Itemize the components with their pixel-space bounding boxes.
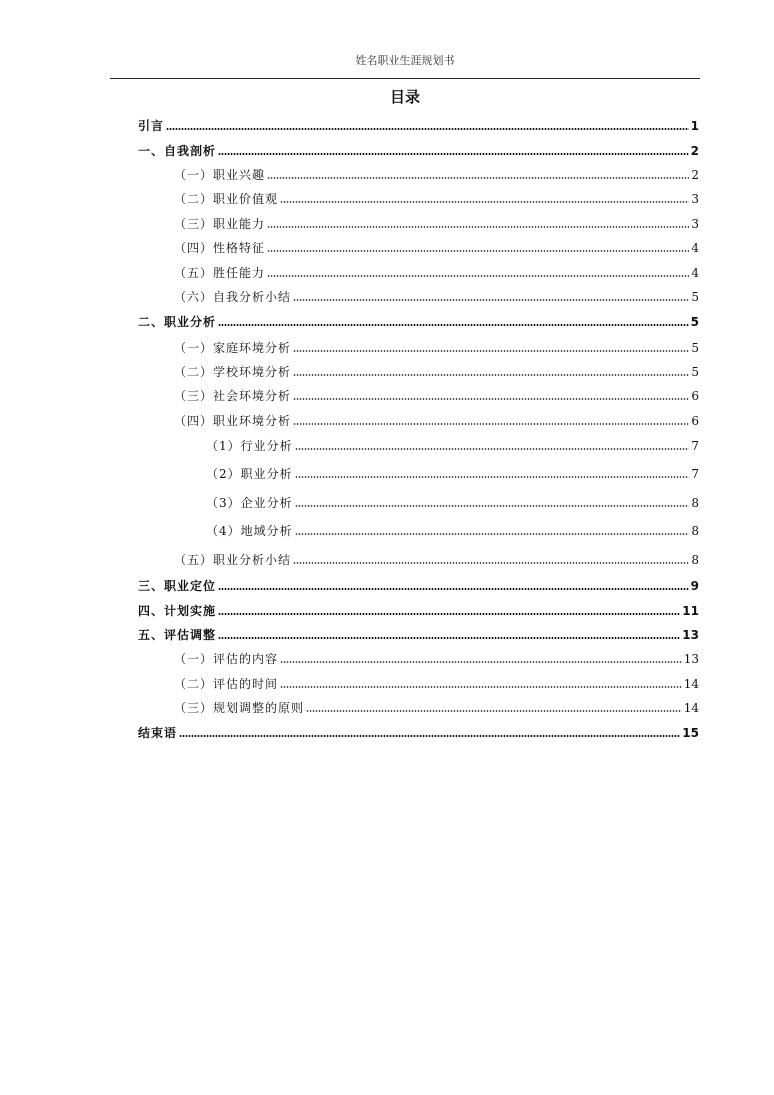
toc-entry-page: 11 (682, 604, 699, 618)
page-header: 姓名职业生涯规划书 (355, 54, 455, 67)
toc-entry[interactable] (174, 676, 699, 692)
toc-entry-label: （三）社会环境分析 (174, 389, 292, 403)
toc-entry-label: （二）评估的时间 (174, 677, 279, 691)
toc-entry-page: 5 (691, 290, 699, 304)
toc-entry-label: （一）职业兴趣 (174, 168, 266, 182)
toc-entry-label: （二）学校环境分析 (174, 365, 292, 379)
toc-dot-leader (218, 636, 680, 640)
toc-entry[interactable] (206, 523, 699, 539)
toc-entry-label: （2）职业分析 (206, 467, 293, 481)
toc-entry-label: 三、职业定位 (138, 579, 217, 593)
toc-entry-page: 7 (691, 439, 699, 453)
toc-entry-page: 2 (691, 168, 699, 182)
toc-entry-label: （四）性格特征 (174, 241, 266, 255)
toc-dot-leader (218, 612, 680, 616)
toc-dot-leader (280, 200, 689, 204)
toc-entry-label: （四）职业环境分析 (174, 414, 292, 428)
toc-entry-label: 五、评估调整 (138, 628, 217, 642)
toc-dot-leader (280, 660, 682, 664)
toc-entry-page: 5 (691, 341, 699, 355)
toc-dot-leader (267, 249, 689, 253)
toc-dot-leader (293, 397, 689, 401)
toc-entry[interactable] (138, 578, 699, 594)
toc-entry[interactable] (174, 364, 699, 380)
toc-dot-leader (280, 685, 682, 689)
toc-entry-page: 13 (683, 652, 699, 666)
header-rule (110, 78, 700, 79)
toc-entry[interactable] (174, 167, 699, 183)
toc-entry[interactable] (138, 314, 699, 330)
toc-entry-page: 13 (682, 628, 699, 642)
toc-dot-leader (218, 152, 689, 156)
toc-entry-page: 8 (691, 553, 699, 567)
toc-dot-leader (293, 349, 689, 353)
toc-dot-leader (295, 504, 689, 508)
toc-dot-leader (295, 532, 689, 536)
toc-entry[interactable] (206, 495, 699, 511)
toc-entry-label: （二）职业价值观 (174, 192, 279, 206)
toc-entry-label: （六）自我分析小结 (174, 290, 292, 304)
toc-entry-label: 引言 (138, 119, 165, 133)
toc-dot-leader (293, 298, 689, 302)
toc-entry-page: 14 (683, 677, 699, 691)
toc-entry[interactable] (174, 216, 699, 232)
toc-dot-leader (306, 709, 682, 713)
toc-dot-leader (166, 127, 689, 131)
toc-entry-page: 3 (691, 217, 699, 231)
toc-entry[interactable] (174, 700, 699, 716)
toc-entry-label: （4）地域分析 (206, 524, 293, 538)
toc-entry[interactable] (138, 118, 699, 134)
toc-entry-page: 4 (691, 266, 699, 280)
toc-dot-leader (293, 422, 689, 426)
toc-dot-leader (267, 225, 689, 229)
toc-entry-page: 5 (690, 315, 699, 329)
toc-title: 目录 (389, 88, 420, 106)
toc-entry-page: 14 (683, 701, 699, 715)
toc-entry-page: 5 (691, 365, 699, 379)
toc-dot-leader (295, 475, 689, 479)
toc-entry-page: 6 (691, 389, 699, 403)
toc-dot-leader (218, 323, 689, 327)
toc-dot-leader (293, 373, 689, 377)
toc-entry-page: 3 (691, 192, 699, 206)
toc-entry[interactable] (174, 265, 699, 281)
toc-entry[interactable] (138, 603, 699, 619)
toc-dot-leader (267, 274, 689, 278)
toc-entry-label: （三）规划调整的原则 (174, 701, 305, 715)
toc-entry[interactable] (138, 143, 699, 159)
toc-entry[interactable] (138, 627, 699, 643)
toc-dot-leader (218, 587, 689, 591)
toc-entry[interactable] (206, 466, 699, 482)
toc-entry[interactable] (174, 191, 699, 207)
toc-dot-leader (295, 447, 689, 451)
toc-entry-page: 4 (691, 241, 699, 255)
toc-entry-label: （一）评估的内容 (174, 652, 279, 666)
toc-entry[interactable] (138, 725, 699, 741)
toc-entry-label: （1）行业分析 (206, 439, 293, 453)
toc-entry-label: （五）职业分析小结 (174, 553, 292, 567)
toc-entry-page: 9 (690, 579, 699, 593)
toc-entry-label: （一）家庭环境分析 (174, 341, 292, 355)
toc-dot-leader (293, 561, 689, 565)
toc-entry-label: （3）企业分析 (206, 496, 293, 510)
toc-entry-page: 1 (690, 119, 699, 133)
toc-entry-page: 6 (691, 414, 699, 428)
toc-entry[interactable] (174, 552, 699, 568)
toc-entry[interactable] (174, 289, 699, 305)
toc-entry-page: 8 (691, 524, 699, 538)
toc-entry[interactable] (206, 438, 699, 454)
toc-dot-leader (179, 734, 680, 738)
toc-entry[interactable] (174, 651, 699, 667)
toc-entry[interactable] (174, 240, 699, 256)
toc-dot-leader (267, 176, 689, 180)
toc-entry-page: 8 (691, 496, 699, 510)
toc-entry-page: 7 (691, 467, 699, 481)
toc-entry[interactable] (174, 340, 699, 356)
toc-entry[interactable] (174, 388, 699, 404)
toc-entry[interactable] (174, 413, 699, 429)
toc-entry-label: （三）职业能力 (174, 217, 266, 231)
toc-entry-page: 15 (682, 726, 699, 740)
toc-entry-label: 结束语 (138, 726, 178, 740)
toc-entry-label: 二、职业分析 (138, 315, 217, 329)
toc-entry-label: （五）胜任能力 (174, 266, 266, 280)
toc-entry-label: 一、自我剖析 (138, 144, 217, 158)
toc-entry-label: 四、计划实施 (138, 604, 217, 618)
toc-entry-page: 2 (690, 144, 699, 158)
